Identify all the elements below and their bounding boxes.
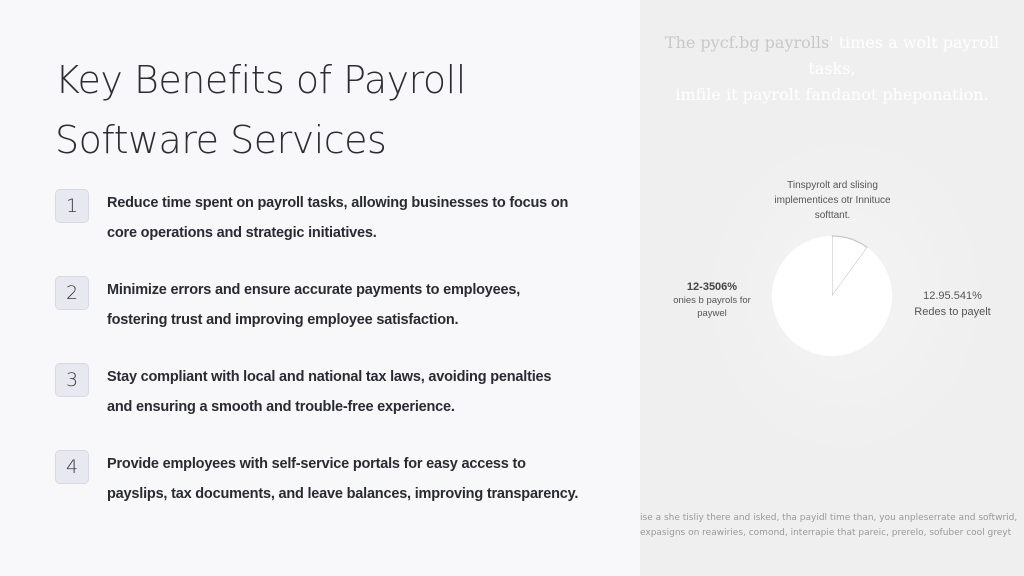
- benefit-text: [107, 449, 597, 509]
- faded-heading-line-1: [640, 30, 1024, 82]
- pie-label-left-value: 12-3506%: [686, 281, 738, 293]
- benefit-text-line: fostering trust and improving employee satisfaction.: [107, 312, 459, 328]
- benefit-item-2: [55, 275, 615, 345]
- benefit-text: [107, 362, 597, 422]
- benefit-text-line: Minimize errors and ensure accurate payments to employees,: [107, 282, 521, 298]
- page-title: [55, 50, 615, 170]
- benefit-text-line: and ensuring a smooth and trouble-free experience.: [107, 399, 455, 415]
- benefit-text-line: payslips, tax documents, and leave balances, improving transparency.: [107, 486, 579, 502]
- faded-heading-part: The pycf.bg payrolls: [664, 33, 830, 52]
- pie-label-left-desc: onies b payrols for paywel: [673, 295, 751, 319]
- illustration-panel: [640, 0, 1024, 576]
- benefit-text-line: core operations and strategic initiatives.: [107, 225, 377, 241]
- faded-heading: [640, 30, 1024, 108]
- pie-label-right: [905, 288, 1000, 320]
- benefit-number-badge: 4: [55, 450, 89, 484]
- pie-label-left: [662, 281, 762, 320]
- title-line-2: Software Services: [55, 118, 387, 162]
- faded-paragraph-line: expasigns on reawiries, comond, interrapie that pareic, prerelo, sofuber cool greyt: [640, 528, 1012, 538]
- pie-slice-2: [772, 236, 892, 356]
- benefit-text-line: Stay compliant with local and national tax laws, avoiding penalties: [107, 369, 552, 385]
- benefit-item-3: [55, 362, 615, 432]
- benefit-text: [107, 275, 597, 335]
- benefit-number-badge: 3: [55, 363, 89, 397]
- pie-chart-title: Tinspyrolt ard slising implementices otr Innituce softtant.: [774, 180, 891, 221]
- pie-label-right-desc: Redes to payelt: [914, 306, 991, 318]
- faded-heading-part: ' times a wolt payroll tasks,: [808, 33, 1000, 78]
- benefit-item-4: [55, 449, 615, 519]
- faded-heading-line-2: imfile it payrolt fandanot pheponation.: [675, 85, 989, 104]
- benefit-text-line: Provide employees with self-service portals for easy access to: [107, 456, 526, 472]
- benefit-number-badge: 2: [55, 276, 89, 310]
- benefit-number-badge: 1: [55, 189, 89, 223]
- pie-chart: [770, 234, 894, 358]
- title-line-1: Key Benefits of Payroll: [55, 58, 466, 102]
- faded-paragraph: [640, 511, 1024, 541]
- benefit-item-1: [55, 188, 615, 258]
- faded-paragraph-line: ise a she tisliy there and isked, tha payidl time than, you anpleserrate and softwrid,: [640, 513, 1018, 523]
- benefit-text: [107, 188, 597, 248]
- pie-label-right-value: 12.95.541%: [923, 290, 982, 302]
- benefit-text-line: Reduce time spent on payroll tasks, allowing businesses to focus on: [107, 195, 569, 211]
